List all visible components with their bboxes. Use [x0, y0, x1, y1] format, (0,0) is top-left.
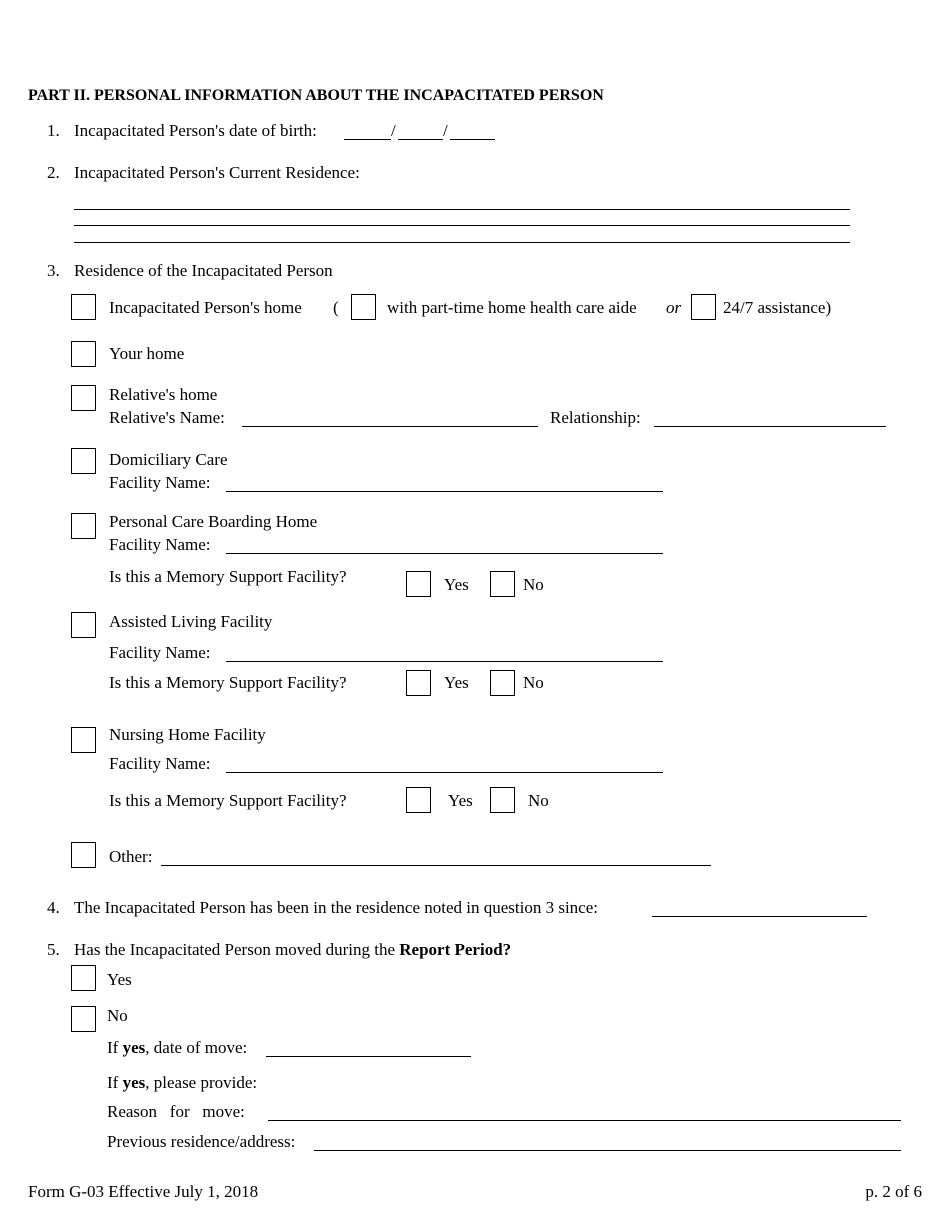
please-provide-label — [107, 1073, 257, 1093]
assisted-living-memory-yes-checkbox[interactable] — [406, 670, 431, 696]
if-word: If — [107, 1038, 119, 1057]
other-field[interactable] — [161, 865, 711, 866]
other-checkbox[interactable] — [71, 842, 96, 868]
personal-care-memory-yes-checkbox[interactable] — [406, 571, 431, 597]
moved-yes-checkbox[interactable] — [71, 965, 96, 991]
assisted-living-checkbox[interactable] — [71, 612, 96, 638]
relative-name-field[interactable] — [242, 426, 538, 427]
personal-care-memory-no-checkbox[interactable] — [490, 571, 515, 597]
nursing-home-facility-field[interactable] — [226, 772, 663, 773]
domiciliary-facility-field[interactable] — [226, 491, 663, 492]
q2-label: Incapacitated Person's Current Residence: — [74, 163, 360, 182]
relative-home-label: Relative's home — [109, 385, 218, 404]
q5-report-period: Report Period? — [399, 940, 512, 959]
q3-label: Residence of the Incapacitated Person — [74, 261, 333, 280]
yes-word: yes — [122, 1073, 146, 1092]
q1-label: Incapacitated Person's date of birth: — [74, 121, 317, 140]
assisted-living-facility-label: Facility Name: — [109, 643, 211, 662]
assisted-living-memory-yes-label: Yes — [444, 673, 469, 692]
residence-since-field[interactable] — [652, 916, 867, 917]
personal-care-label: Personal Care Boarding Home — [109, 512, 318, 531]
date-of-move-text: , date of move: — [145, 1038, 248, 1057]
footer-page-number: p. 2 of 6 — [865, 1182, 922, 1201]
assist-checkbox[interactable] — [691, 294, 716, 320]
assisted-living-facility-field[interactable] — [226, 661, 663, 662]
your-home-checkbox[interactable] — [71, 341, 96, 367]
reason-field[interactable] — [268, 1120, 901, 1121]
open-paren: ( — [333, 298, 339, 317]
q5-label-text: Has the Incapacitated Person moved during the — [74, 940, 396, 959]
assisted-living-label: Assisted Living Facility — [109, 612, 273, 631]
personal-care-checkbox[interactable] — [71, 513, 96, 539]
q5-label — [74, 940, 511, 960]
residence-line-3[interactable] — [74, 242, 850, 243]
home-checkbox[interactable] — [71, 294, 96, 320]
part-title: PART II. PERSONAL INFORMATION ABOUT THE INCAPACITATED PERSON — [28, 87, 604, 104]
personal-care-memory-no-label: No — [523, 575, 544, 594]
or-text: or — [666, 298, 682, 317]
assist-label: 24/7 assistance) — [723, 298, 832, 317]
reason-label: Reason for move: — [107, 1102, 245, 1121]
domiciliary-checkbox[interactable] — [71, 448, 96, 474]
personal-care-facility-field[interactable] — [226, 553, 663, 554]
nursing-home-memory-question: Is this a Memory Support Facility? — [109, 791, 347, 810]
your-home-label: Your home — [109, 344, 185, 363]
date-of-move-field[interactable] — [266, 1056, 471, 1057]
residence-line-1[interactable] — [74, 209, 850, 210]
assisted-living-memory-no-label: No — [523, 673, 544, 692]
q2-number: 2. — [47, 163, 60, 182]
home-label: Incapacitated Person's home — [109, 298, 302, 317]
dob-slash-1: / — [391, 121, 396, 140]
personal-care-facility-label: Facility Name: — [109, 535, 211, 554]
dob-slash-2: / — [443, 121, 448, 140]
q4-label: The Incapacitated Person has been in the residence noted in question 3 since: — [74, 898, 598, 917]
q5-number: 5. — [47, 940, 60, 959]
relationship-field[interactable] — [654, 426, 886, 427]
moved-yes-label: Yes — [107, 970, 132, 989]
nursing-home-label: Nursing Home Facility — [109, 725, 266, 744]
domiciliary-facility-label: Facility Name: — [109, 473, 211, 492]
relationship-label: Relationship: — [550, 408, 641, 427]
date-of-move-label — [107, 1038, 247, 1058]
personal-care-memory-yes-label: Yes — [444, 575, 469, 594]
yes-word: yes — [122, 1038, 146, 1057]
residence-line-2[interactable] — [74, 225, 850, 226]
nursing-home-memory-yes-checkbox[interactable] — [406, 787, 431, 813]
nursing-home-facility-label: Facility Name: — [109, 754, 211, 773]
nursing-home-memory-yes-label: Yes — [448, 791, 473, 810]
q4-number: 4. — [47, 898, 60, 917]
q1-number: 1. — [47, 121, 60, 140]
previous-residence-label: Previous residence/address: — [107, 1132, 296, 1151]
q3-number: 3. — [47, 261, 60, 280]
domiciliary-label: Domiciliary Care — [109, 450, 228, 469]
dob-month-field[interactable] — [344, 139, 391, 140]
dob-year-field[interactable] — [450, 139, 495, 140]
aide-label: with part-time home health care aide — [387, 298, 637, 317]
dob-day-field[interactable] — [398, 139, 443, 140]
nursing-home-memory-no-label: No — [528, 791, 549, 810]
if-word: If — [107, 1073, 119, 1092]
moved-no-label: No — [107, 1006, 128, 1025]
footer-form-id: Form G-03 Effective July 1, 2018 — [28, 1182, 259, 1201]
assisted-living-memory-no-checkbox[interactable] — [490, 670, 515, 696]
please-provide-text: , please provide: — [145, 1073, 258, 1092]
assisted-living-memory-question: Is this a Memory Support Facility? — [109, 673, 347, 692]
other-label: Other: — [109, 847, 153, 866]
personal-care-memory-question: Is this a Memory Support Facility? — [109, 567, 347, 586]
relative-home-checkbox[interactable] — [71, 385, 96, 411]
nursing-home-checkbox[interactable] — [71, 727, 96, 753]
aide-checkbox[interactable] — [351, 294, 376, 320]
nursing-home-memory-no-checkbox[interactable] — [490, 787, 515, 813]
relative-name-label: Relative's Name: — [109, 408, 225, 427]
previous-residence-field[interactable] — [314, 1150, 901, 1151]
moved-no-checkbox[interactable] — [71, 1006, 96, 1032]
